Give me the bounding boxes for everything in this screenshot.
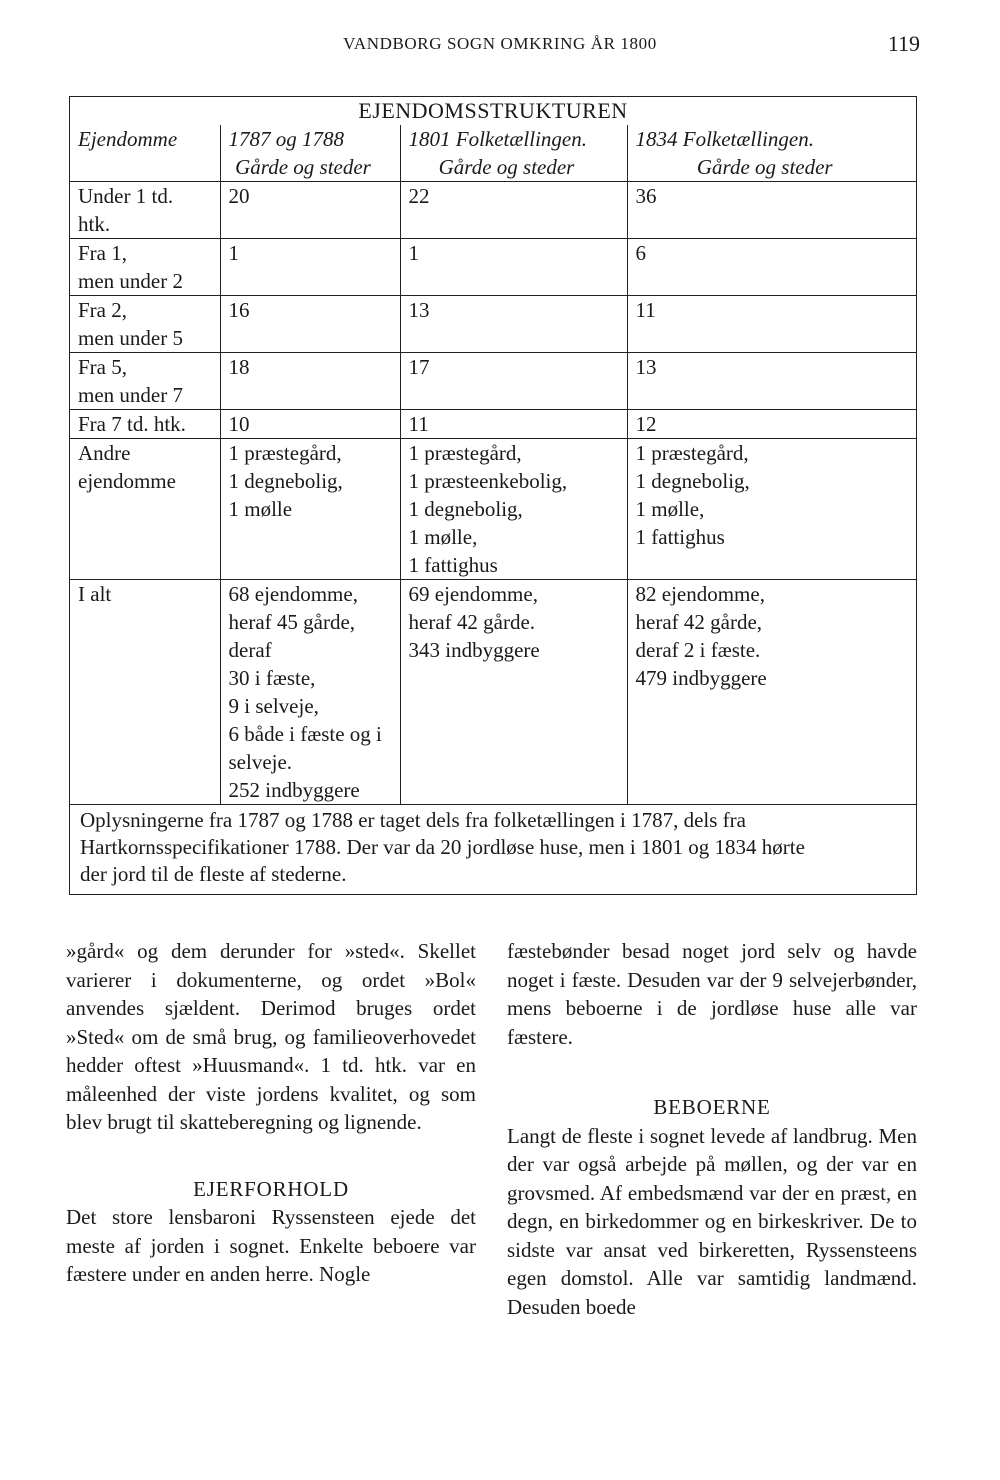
right-column — [507, 937, 917, 1321]
paragraph: fæstebønder besad noget jord selv og havde noget i fæste. Desuden var der 9 selvejerbønder, mens beboerne i de jordløse huse alle var fæstere. — [507, 939, 917, 1049]
table-cell — [627, 410, 916, 439]
cell-line: 1 præsteenkebolig, — [408, 469, 568, 493]
paragraph: »gård« og dem derunder for »sted«. Skellet varierer i dokumenterne, og ordet »Bol« anvendes sjældent. Derimod bruges ordet »Sted« om de små brug, og familieoverhovedet hedder oftest »Huusmand«. 1 td. htk. var en måleenhed der viste jordens kvalitet, og som blev brugt til skatteberegning og lignende. — [66, 939, 476, 1134]
property-structure-table — [69, 96, 917, 895]
cell-line: 1 mølle, — [408, 525, 478, 549]
table-cell — [220, 353, 400, 410]
table-cell — [627, 296, 916, 353]
row-label-line: I alt — [78, 582, 112, 606]
cell-line: deraf 2 i fæste. — [635, 638, 761, 662]
cell-line: heraf 42 gårde. — [408, 610, 536, 634]
cell-line: 12 — [635, 412, 657, 436]
row-label-line: men under 7 — [78, 383, 183, 407]
cell-line: 69 ejendomme, — [408, 582, 538, 606]
row-label — [70, 580, 220, 805]
cell-line: 6 både i fæste og i — [228, 722, 382, 746]
paragraph: Det store lensbaroni Ryssensteen ejede det meste af jorden i sognet. Enkelte beboere var fæstere under en anden herre. Nogle — [66, 1205, 476, 1286]
table-row — [70, 410, 916, 439]
cell-line: 22 — [408, 184, 430, 208]
row-label-line: Under 1 td. — [78, 184, 174, 208]
table-cell — [220, 182, 400, 239]
row-label-line: htk. — [78, 212, 111, 236]
row-label-line: Fra 5, — [78, 355, 127, 379]
cell-line: selveje. — [228, 750, 293, 774]
running-head: VANDBORG SOGN OMKRING ÅR 1800 — [343, 34, 657, 53]
row-label-line: ejendomme — [78, 469, 176, 493]
cell-line: 6 — [635, 241, 646, 265]
row-label — [70, 239, 220, 296]
column-subheading: Gårde og steder — [438, 155, 575, 179]
table-row — [70, 580, 916, 805]
table-cell — [220, 296, 400, 353]
table-cell — [220, 410, 400, 439]
table-row — [70, 182, 916, 239]
cell-line: 18 — [228, 355, 250, 379]
cell-line: 343 indbyggere — [408, 638, 540, 662]
table-cell — [400, 580, 627, 805]
cell-line: 9 i selveje, — [228, 694, 319, 718]
paragraph: Langt de fleste i sognet levede af landbrug. Men der var også arbejde på møllen, og der var en grovsmed. Af embedsmænd var der en præst, en degn, en birkedommer og en birkeskriver. De to sidste var ansat ved birkeretten, Ryssensteens egen domstol. Alle var samtidig landmænd. Desuden boede — [507, 1123, 917, 1319]
table-title: EJENDOMSSTRUKTUREN — [358, 98, 628, 123]
table-cell — [400, 296, 627, 353]
table-cell — [627, 353, 916, 410]
cell-line: 1 præstegård, — [408, 441, 522, 465]
cell-line: 252 indbyggere — [228, 778, 360, 802]
column-heading: 1834 Folketællingen. — [635, 127, 814, 151]
cell-line: 479 indbyggere — [635, 666, 767, 690]
table-cell — [400, 239, 627, 296]
cell-line: 11 — [635, 298, 656, 322]
table-note — [70, 805, 916, 895]
table-cell — [627, 580, 916, 805]
table-cell — [400, 439, 627, 580]
page-number: 119 — [887, 31, 920, 56]
table-row — [70, 353, 916, 410]
table-cell — [400, 353, 627, 410]
note-line: Hartkornsspecifikationer 1788. Der var da 20 jordløse huse, men i 1801 og 1834 hørte — [80, 835, 805, 859]
cell-line: 1 — [408, 241, 419, 265]
table-row — [70, 239, 916, 296]
cell-line: 1 degnebolig, — [408, 497, 523, 521]
cell-line: 30 i fæste, — [228, 666, 316, 690]
table-cell — [627, 182, 916, 239]
table-body — [70, 182, 916, 805]
table-cell — [400, 182, 627, 239]
cell-line: 82 ejendomme, — [635, 582, 765, 606]
note-line: der jord til de fleste af stederne. — [80, 862, 347, 886]
cell-line: deraf — [228, 638, 272, 662]
cell-line: 1 mølle, — [635, 497, 705, 521]
left-column — [66, 937, 476, 1289]
row-label-line: Fra 2, — [78, 298, 127, 322]
row-label — [70, 410, 220, 439]
column-header — [400, 125, 627, 182]
column-subheading: Gårde og steder — [696, 155, 833, 179]
table-row — [70, 439, 916, 580]
cell-line: 1 mølle — [228, 497, 293, 521]
column-heading: 1787 og 1788 — [228, 127, 344, 151]
cell-line: 1 fattighus — [635, 525, 725, 549]
cell-line: 16 — [228, 298, 250, 322]
cell-line: 13 — [408, 298, 430, 322]
row-label-line: Andre — [78, 441, 131, 465]
table-cell — [220, 580, 400, 805]
section-heading: EJERFORHOLD — [193, 1176, 349, 1201]
column-header — [627, 125, 916, 182]
row-label — [70, 296, 220, 353]
cell-line: 20 — [228, 184, 250, 208]
cell-line: 1 — [228, 241, 239, 265]
table-cell — [400, 410, 627, 439]
row-label-line: men under 2 — [78, 269, 183, 293]
section-heading: BEBOERNE — [653, 1095, 771, 1119]
table-cell — [627, 239, 916, 296]
row-label — [70, 353, 220, 410]
header-label: Ejendomme — [78, 127, 178, 151]
cell-line: 1 fattighus — [408, 553, 498, 577]
cell-line: 36 — [635, 184, 657, 208]
row-label — [70, 182, 220, 239]
row-label-line: men under 5 — [78, 326, 183, 350]
row-label-line: Fra 1, — [78, 241, 127, 265]
row-label — [70, 439, 220, 580]
table-cell — [627, 439, 916, 580]
note-line: Oplysningerne fra 1787 og 1788 er taget dels fra folketællingen i 1787, dels fra — [80, 808, 746, 832]
table-row — [70, 296, 916, 353]
cell-line: 1 præstegård, — [635, 441, 749, 465]
column-header — [220, 125, 400, 182]
column-heading: 1801 Folketællingen. — [408, 127, 587, 151]
cell-line: 17 — [408, 355, 430, 379]
cell-line: heraf 45 gårde, — [228, 610, 356, 634]
table-cell — [220, 439, 400, 580]
cell-line: heraf 42 gårde, — [635, 610, 763, 634]
row-label-line: Fra 7 td. htk. — [78, 412, 186, 436]
table-cell — [220, 239, 400, 296]
cell-line: 11 — [408, 412, 429, 436]
cell-line: 10 — [228, 412, 250, 436]
cell-line: 13 — [635, 355, 657, 379]
cell-line: 1 præstegård, — [228, 441, 342, 465]
cell-line: 1 degnebolig, — [635, 469, 750, 493]
cell-line: 1 degnebolig, — [228, 469, 343, 493]
cell-line: 68 ejendomme, — [228, 582, 358, 606]
column-subheading: Gårde og steder — [235, 155, 371, 179]
